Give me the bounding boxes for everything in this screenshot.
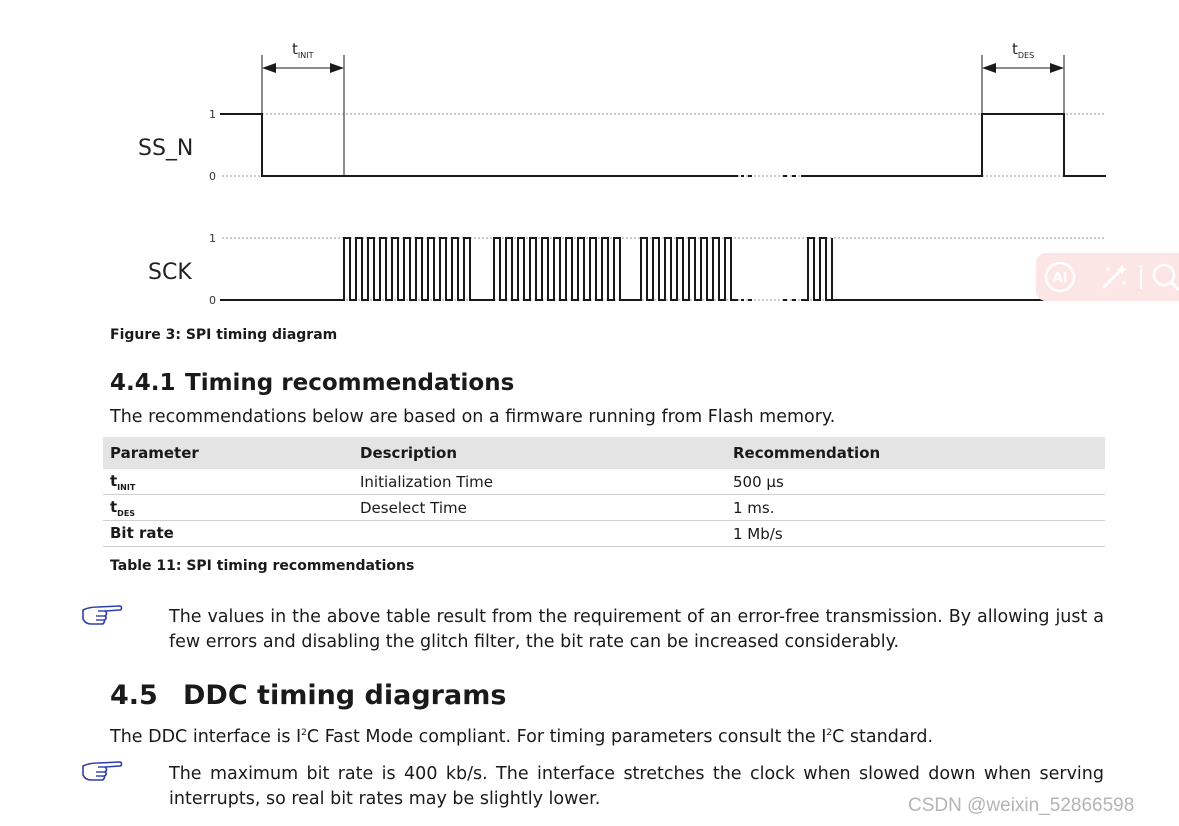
t-init-label: $t_{INIT}$ xyxy=(292,40,314,60)
sck-high-level: 1 xyxy=(209,232,216,245)
table-header-row xyxy=(103,437,1105,469)
pointing-hand-icon xyxy=(81,604,123,626)
section-number: 4.5 xyxy=(110,680,158,711)
ss-n-label: SS_N xyxy=(138,136,194,161)
ddc-intro: The DDC interface is $I^2C$ Fast Mode compliant. For timing parameters consult the $I^2C$ standard. xyxy=(110,727,934,747)
param-cell: $t_{DES}$ xyxy=(103,495,353,521)
table-caption: Table 11: SPI timing recommendations xyxy=(110,558,415,574)
ss-n-waveform xyxy=(220,114,1106,176)
header-parameter: Parameter xyxy=(103,437,353,469)
ai-icon[interactable] xyxy=(1044,261,1076,293)
table-row xyxy=(103,469,1105,495)
desc-cell: Initialization Time xyxy=(353,469,726,495)
rec-cell: 1 Mb/s xyxy=(726,521,1105,547)
t-des-dimension xyxy=(982,55,1064,114)
t-des-label: $t_{DES}$ xyxy=(1012,40,1035,60)
note-error-free-transmission: The values in the above table result from the requirement of an error-free transmission. By allowing just a few errors and disabling the glitch filter, the bit rate can be increased considerably. xyxy=(169,607,1104,652)
t-init-dimension xyxy=(262,55,344,176)
header-recommendation: Recommendation xyxy=(726,437,1105,469)
svg-text:AI: AI xyxy=(1052,271,1068,286)
figure-caption: Figure 3: SPI timing diagram xyxy=(110,327,338,343)
section-number: 4.4.1 xyxy=(110,370,176,396)
section-title: DDC timing diagrams xyxy=(183,680,507,711)
ss-n-high-level: 1 xyxy=(209,108,216,121)
spi-timing-diagram xyxy=(0,0,1179,320)
ss-n-low-level: 0 xyxy=(209,170,216,183)
note-max-bit-rate: The maximum bit rate is 400 kb/s. The interface stretches the clock when slowed down when serving interrupts, so real bit rates may be slightly lower. xyxy=(169,764,1104,809)
floating-tools-overlay xyxy=(1036,253,1179,301)
header-description: Description xyxy=(353,437,726,469)
table-row xyxy=(103,495,1105,521)
desc-cell xyxy=(353,521,726,547)
sck-low-level: 0 xyxy=(209,294,216,307)
pointing-hand-icon xyxy=(81,760,123,782)
desc-cell: Deselect Time xyxy=(353,495,726,521)
rec-cell: 500 µs xyxy=(726,469,1105,495)
timing-table xyxy=(103,437,1105,547)
param-cell: Bit rate xyxy=(103,521,353,547)
search-icon[interactable] xyxy=(1150,261,1179,293)
sck-label: SCK xyxy=(148,260,192,285)
param-cell: $t_{INIT}$ xyxy=(103,469,353,495)
section-title: Timing recommendations xyxy=(185,370,515,396)
magic-wand-icon[interactable] xyxy=(1098,261,1130,293)
rec-cell: 1 ms. xyxy=(726,495,1105,521)
section-heading-4-4-1 xyxy=(110,370,514,396)
section-intro: The recommendations below are based on a firmware running from Flash memory. xyxy=(110,407,836,427)
section-heading-4-5 xyxy=(110,680,506,711)
table-row xyxy=(103,521,1105,547)
watermark: CSDN @weixin_52866598 xyxy=(908,795,1135,816)
sck-waveform xyxy=(220,238,1106,300)
